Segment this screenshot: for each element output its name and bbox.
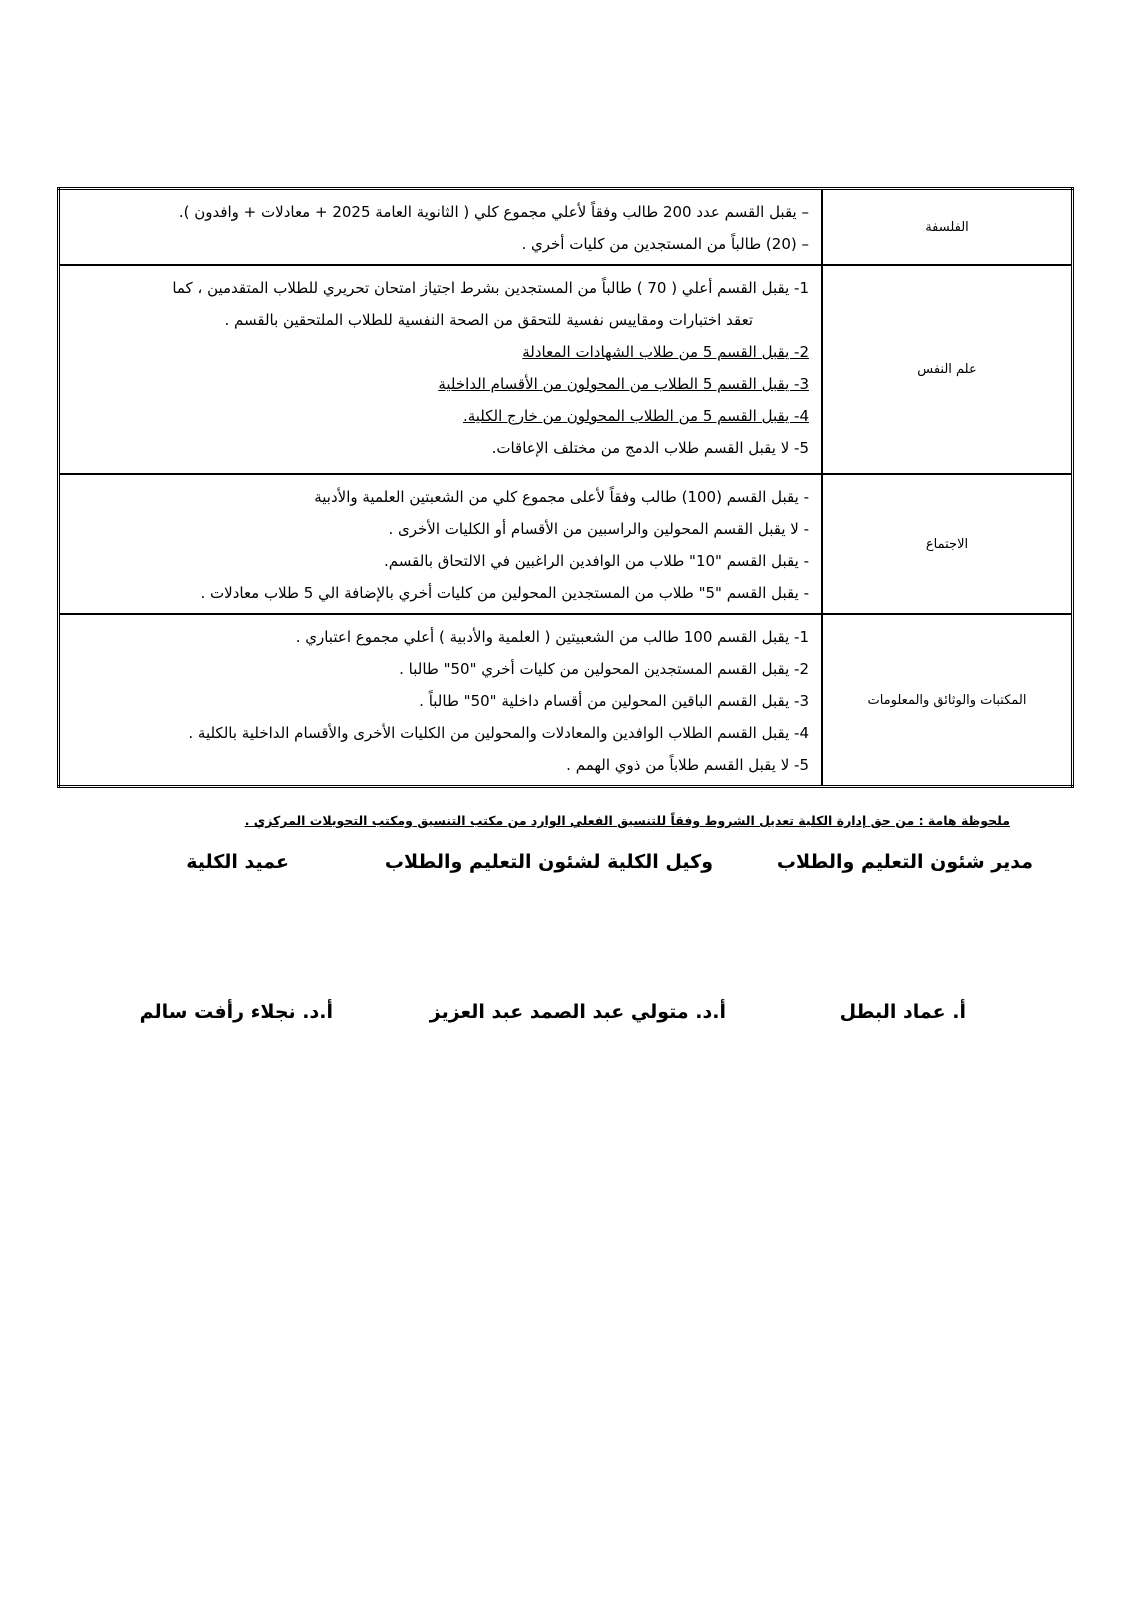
rule-line: 3- يقبل القسم 5 الطلاب من المحولون من الأقسام الداخلية bbox=[438, 375, 809, 393]
signature-name: أ.د. متولي عبد الصمد عبد العزيز bbox=[429, 1001, 726, 1023]
rule-line: - يقبل القسم (100) طالب وفقاً لأعلى مجموع كلي من الشعبتين العلمية والأدبية bbox=[314, 488, 809, 506]
rule-line: – يقبل القسم عدد 200 طالب وفقاً لأعلي مجموع كلي ( الثانوية العامة 2025 + معادلات + وافدون ). bbox=[178, 203, 809, 221]
rule-line: 2- يقبل القسم المستجدين المحولين من كليات أخري "50" طالبا . bbox=[399, 660, 809, 678]
signature-name: أ.د. نجلاء رأفت سالم bbox=[139, 1001, 333, 1023]
table-row bbox=[59, 474, 1073, 614]
admission-rules-table bbox=[57, 187, 1074, 788]
rule-line: 4- يقبل القسم 5 من الطلاب المحولون من خارج الكلية. bbox=[462, 407, 809, 425]
rule-line: 3- يقبل القسم الباقين المحولين من أقسام داخلية "50" طالباً . bbox=[419, 692, 809, 710]
rules-cell bbox=[59, 474, 823, 614]
signature-title: وكيل الكلية لشئون التعليم والطلاب bbox=[384, 851, 713, 873]
signature-title: عميد الكلية bbox=[186, 851, 289, 873]
rule-line: 1- يقبل القسم 100 طالب من الشعبيتين ( العلمية والأدبية ) أعلي مجموع اعتباري . bbox=[295, 628, 809, 646]
rule-line: 1- يقبل القسم أعلي ( 70 ) طالباً من المستجدين بشرط اجتياز امتحان تحريري للطلاب المتقدمين ، كما bbox=[172, 279, 809, 297]
rule-line: 5- لا يقبل القسم طلاب الدمج من مختلف الإعاقات. bbox=[491, 439, 809, 457]
department-cell: الاجتماع bbox=[822, 474, 1073, 614]
table-row bbox=[59, 189, 1073, 266]
rule-line: - يقبل القسم "10" طلاب من الوافدين الراغبين في الالتحاق بالقسم. bbox=[383, 552, 809, 570]
rule-line: – (20) طالباً من المستجدين من كليات أخري . bbox=[521, 235, 809, 253]
rule-line: 2- يقبل القسم 5 من طلاب الشهادات المعادلة bbox=[522, 343, 809, 361]
rules-cell bbox=[59, 614, 823, 787]
important-note: ملحوظة هامة : من حق إدارة الكلية تعديل الشروط وفقاً للتنسيق الفعلي الوارد من مكتب التنسيق ومكتب التحويلات المركزي . bbox=[244, 813, 1010, 828]
department-cell: علم النفس bbox=[822, 265, 1073, 474]
rule-line: 4- يقبل القسم الطلاب الوافدين والمعادلات والمحولين من الكليات الأخرى والأقسام الداخلية بالكلية . bbox=[188, 724, 809, 742]
rule-line: 5- لا يقبل القسم طلاباً من ذوي الهمم . bbox=[566, 756, 809, 774]
rules-cell bbox=[59, 189, 823, 266]
department-cell: الفلسفة bbox=[822, 189, 1073, 266]
department-cell: المكتبات والوثائق والمعلومات bbox=[822, 614, 1073, 787]
rule-line: تعقد اختبارات ومقاييس نفسية للتحقق من الصحة النفسية للطلاب الملتحقين بالقسم . bbox=[224, 311, 753, 329]
table-row bbox=[59, 614, 1073, 787]
rule-line: - لا يقبل القسم المحولين والراسبين من الأقسام أو الكليات الأخرى . bbox=[388, 520, 809, 538]
rules-cell bbox=[59, 265, 823, 474]
table-row bbox=[59, 265, 1073, 474]
signature-title: مدير شئون التعليم والطلاب bbox=[776, 851, 1033, 873]
rule-line: - يقبل القسم "5" طلاب من المستجدين المحولين من كليات أخري بالإضافة الي 5 طلاب معادلات . bbox=[200, 584, 809, 602]
signature-name: أ. عماد البطل bbox=[839, 1001, 966, 1023]
